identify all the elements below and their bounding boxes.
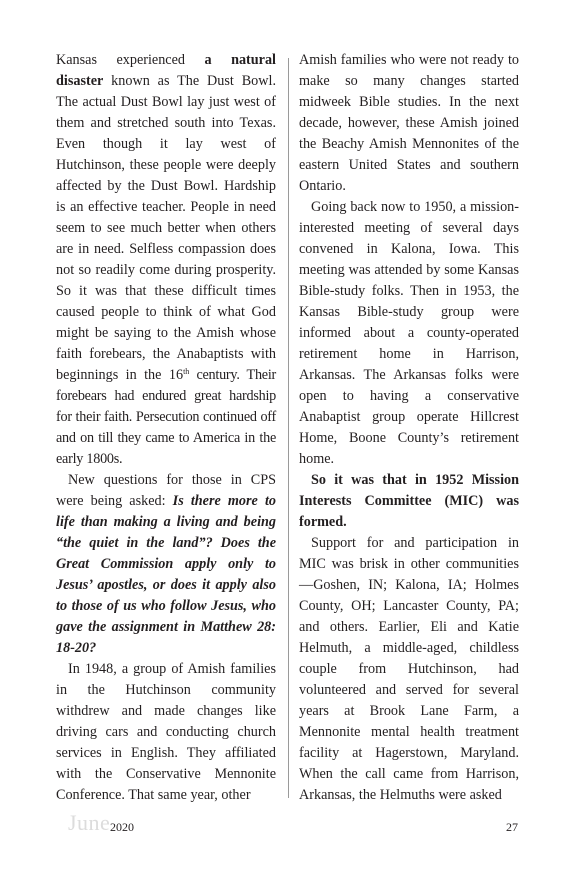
- paragraph-amish-families: Amish families who were not ready to make so many changes started midweek Bible studies. In the next decade, however, these Amish joined the Beachy Amish Mennonites of the eastern United States and southern Ontario.: [299, 52, 519, 194]
- paragraph-1948: In 1948, a group of Amish families in the Hutchinson community withdrew and made changes like driving cars and conducting church services in English. They affiliated with the Conservative Mennonite Conference. That same year, other: [56, 661, 276, 803]
- bold-phrase: a natural disaster: [56, 52, 276, 89]
- right-column: [299, 50, 519, 806]
- footer-month: June: [68, 810, 111, 835]
- paragraph-text: known as The Dust Bowl. The actual Dust Bowl lay just west of them and stretched south into Texas. Even though it lay west of Hutchinson, these people were deeply affected by the Dust Bowl. Hardship is an effective teacher. People in need seem to see much better when others are in need. Selfless compassion does not so readily come during prosperity. So it was that these difficult times caused people to think of what God might be saying to the Amish whose faith forebears, the Anabaptists with beginnings in the 16: [56, 73, 276, 383]
- paragraph-text: Kansas experienced: [56, 52, 205, 68]
- paragraph-new-questions: [56, 470, 276, 659]
- footer-year: 2020: [110, 820, 134, 834]
- superscript: th: [183, 367, 190, 376]
- column-divider: [288, 58, 289, 798]
- paragraph-mic-formed: [299, 470, 519, 533]
- page-number: 27: [506, 820, 518, 834]
- paragraph-support: Support for and participation in MIC was brisk in other communities—Goshen, IN; Kalona, IA; Holmes County, OH; Lancaster County, PA; and others. Earlier, Eli and Katie Helmuth, a middle-aged, childless couple from Hutchinson, had volunteered and served for several years at Brook Lane Farm, a Mennonite mental health treatment facility at Hagerstown, Maryland. When the call came from Harrison, Arkansas, the Helmuths were asked: [299, 535, 519, 803]
- paragraph-dust-bowl: [56, 50, 276, 470]
- left-column: [56, 50, 276, 806]
- paragraph-text: New questions for those in CPS were being asked:: [56, 472, 276, 509]
- bold-italic-questions: Is there more to life than making a living and being “the quiet in the land”? Does the Great Commission apply only to Jesus’ apostles, or does it apply also to those of us who follow Jesus, who gave the assignment in Matthew 28: 18-20?: [56, 493, 276, 656]
- paragraph-text: century. Their forebears had endured great hardship for their faith. Persecution continued off and on till they came to America in the early 1800s.: [56, 367, 276, 467]
- paragraph-1950-meeting: Going back now to 1950, a mission-interested meeting of several days convened in Kalona, Iowa. This meeting was attended by some Kansas Bible-study folks. Then in 1953, the Kansas Bible-study group were informed about a county-operated retirement home in Harrison, Arkansas. The Arkansas folks were open to having a conservative Anabaptist group operate Hillcrest Home, Boone County’s retirement home.: [299, 199, 519, 467]
- bold-statement: So it was that in 1952 Mission Interests Committee (MIC) was formed.: [299, 472, 519, 530]
